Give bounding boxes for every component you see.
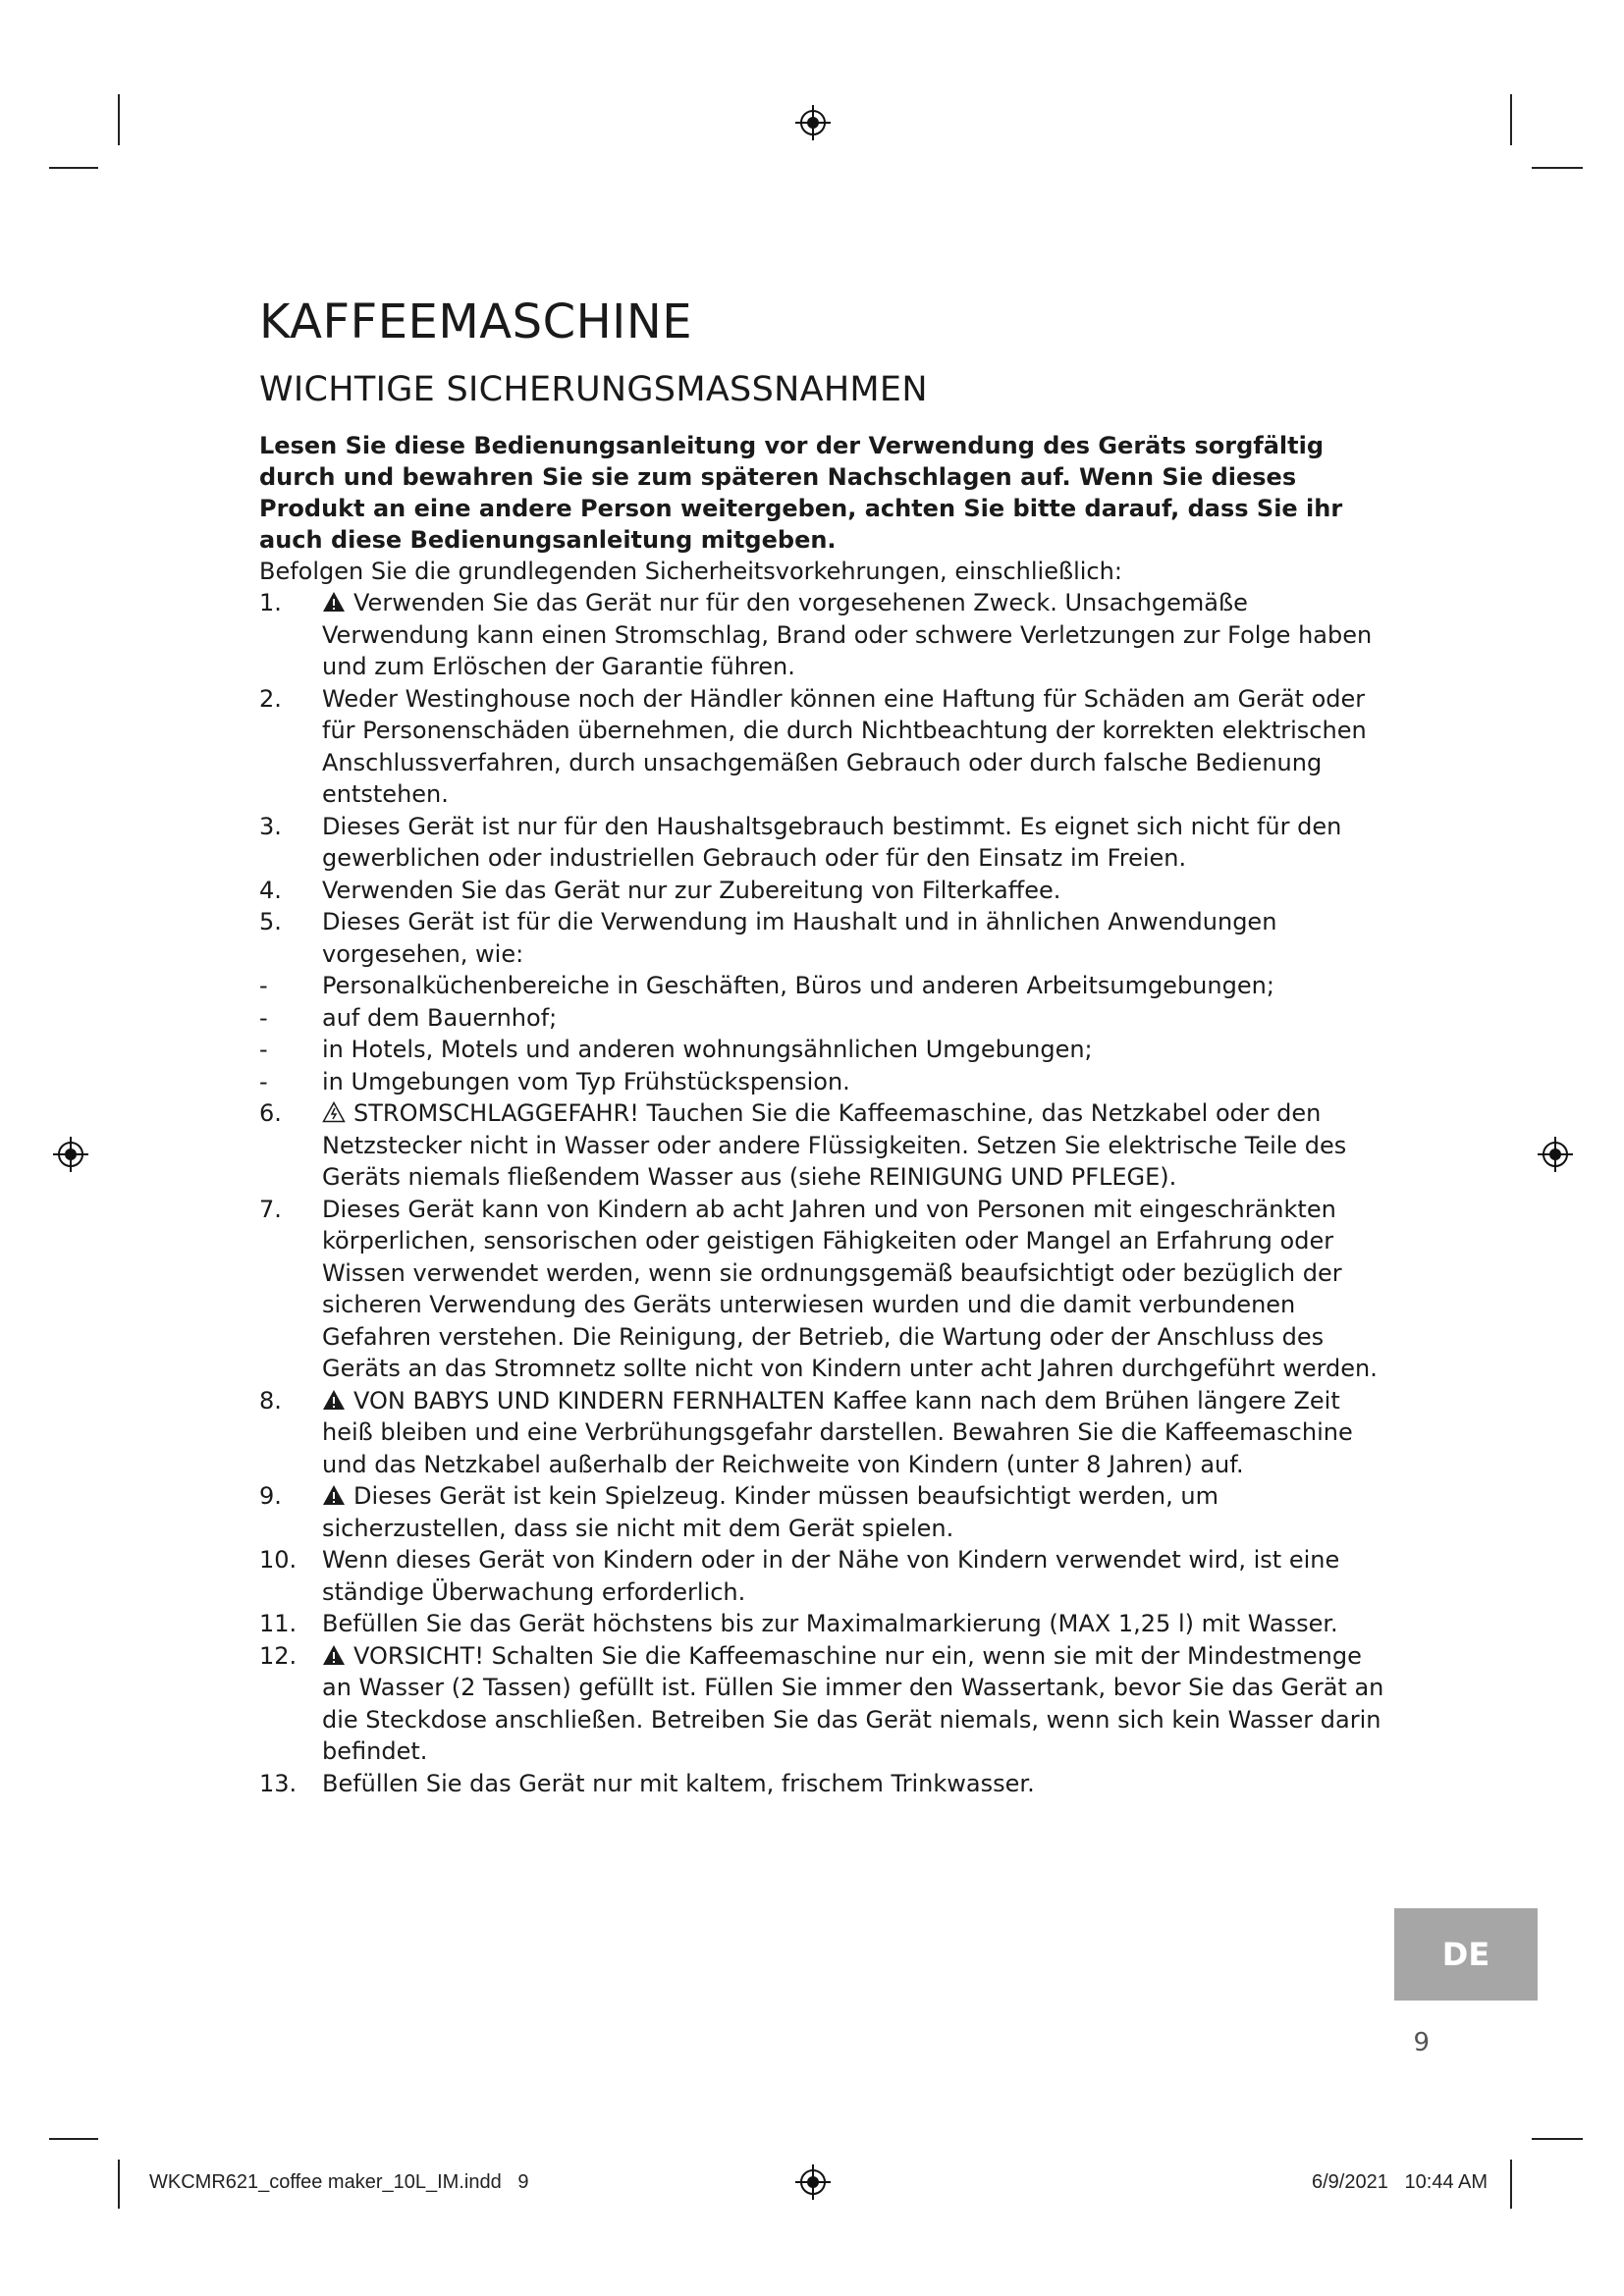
item-number: 4.: [259, 876, 282, 904]
registration-mark-icon: [793, 103, 833, 142]
item-text: STROMSCHLAGGEFAHR! Tauchen Sie die Kaffeemaschine, das Netzkabel oder den Netzstecker nicht in Wasser oder andere Flüssigkeiten. Setzen Sie elektrische Teile des Geräts niemals fließendem Wasser aus (siehe REINIGUNG UND PFLEGE).: [322, 1099, 1347, 1191]
warning-icon: [322, 1484, 346, 1506]
crop-mark: [49, 2138, 98, 2140]
item-number: 7.: [259, 1195, 282, 1223]
list-item: [259, 1640, 1388, 1768]
item-number: 12.: [259, 1641, 298, 1670]
item-text: auf dem Bauernhof;: [322, 1003, 558, 1032]
item-text: Dieses Gerät kann von Kindern ab acht Jahren und von Personen mit eingeschränkten körperlichen, sensorischen oder geistigen Fähigkeiten oder Mangel an Erfahrung oder Wissen verwendet werden, wenn sie ordnungsgemäß beaufsichtigt oder bezüglich der sicheren Verwendung des Geräts unterwiesen wurden und die damit verbundenen Gefahren verstehen. Die Reinigung, der Betrieb, die Wartung oder der Anschluss des Geräts an das Stromnetz sollte nicht von Kindern unter acht Jahren durchgeführt werden.: [322, 1195, 1378, 1382]
footer-file-name: WKCMR621_coffee maker_10L_IM.indd 9: [149, 2171, 529, 2193]
registration-mark-icon: [793, 2163, 833, 2202]
registration-mark-icon: [51, 1135, 90, 1174]
item-number: 10.: [259, 1546, 298, 1574]
crop-mark: [1532, 2138, 1583, 2140]
list-item: [259, 1544, 1388, 1608]
list-item-bullet: [259, 1002, 1388, 1035]
list-item: [259, 906, 1388, 970]
page-content: [259, 291, 1388, 1799]
list-item: [259, 875, 1388, 907]
item-number: 13.: [259, 1769, 298, 1797]
list-item: [259, 1097, 1388, 1194]
item-text: Dieses Gerät ist für die Verwendung im Haushalt und in ähnlichen Anwendungen vorgesehen, wie:: [322, 908, 1277, 968]
list-item-bullet: [259, 1034, 1388, 1066]
item-number: 8.: [259, 1386, 282, 1415]
list-item: [259, 1608, 1388, 1640]
page-number-text: 9: [1413, 2028, 1430, 2057]
language-tab: DE: [1394, 1908, 1538, 2001]
registration-mark-icon: [1536, 1135, 1575, 1174]
bullet-dash: -: [259, 972, 268, 999]
warning-icon: [322, 1644, 346, 1666]
list-item: [259, 587, 1388, 683]
crop-mark: [118, 2160, 120, 2209]
bullet-dash: -: [259, 1067, 268, 1095]
item-text: Befüllen Sie das Gerät höchstens bis zur Maximalmarkierung (MAX 1,25 l) mit Wasser.: [322, 1610, 1338, 1637]
safety-list: [259, 587, 1388, 1799]
item-text: Verwenden Sie das Gerät nur zur Zubereitung von Filterkaffee.: [322, 876, 1061, 904]
item-text: VORSICHT! Schalten Sie die Kaffeemaschine nur ein, wenn sie mit der Mindestmenge an Wasser (2 Tassen) gefüllt ist. Füllen Sie immer den Wassertank, bevor Sie das Gerät an die Steckdose anschließen. Betreiben Sie das Gerät niemals, wenn sich kein Wasser darin befindet.: [322, 1641, 1384, 1765]
item-text: Verwenden Sie das Gerät nur für den vorgesehenen Zweck. Unsachgemäße Verwendung kann einen Stromschlag, Brand oder schwere Verletzungen zur Folge haben und zum Erlöschen der Garantie führen.: [322, 589, 1373, 680]
item-number: 2.: [259, 684, 282, 713]
item-text: Dieses Gerät ist kein Spielzeug. Kinder müssen beaufsichtigt werden, um sicherzustellen, dass sie nicht mit dem Gerät spielen.: [322, 1482, 1218, 1542]
bullet-dash: -: [259, 1003, 268, 1032]
list-item: [259, 1194, 1388, 1385]
item-text: VON BABYS UND KINDERN FERNHALTEN Kaffee kann nach dem Brühen längere Zeit heiß bleiben und eine Verbrühungsgefahr darstellen. Bewahren Sie die Kaffeemaschine und das Netzkabel außerhalb der Reichweite von Kindern (unter 8 Jahren) auf.: [322, 1386, 1353, 1478]
item-number: 9.: [259, 1482, 282, 1510]
item-number: 5.: [259, 908, 282, 935]
item-number: 1.: [259, 589, 282, 616]
item-text: in Hotels, Motels und anderen wohnungsähnlichen Umgebungen;: [322, 1036, 1093, 1063]
crop-mark: [1510, 94, 1512, 145]
list-item-bullet: [259, 1066, 1388, 1098]
item-text: Weder Westinghouse noch der Händler können eine Haftung für Schäden am Gerät oder für Personenschäden übernehmen, die durch Nichtbeachtung der korrekten elektrischen Anschlussverfahren, durch unsachgemäßen Gebrauch oder durch falsche Bedienung entstehen.: [322, 684, 1367, 808]
crop-mark: [49, 167, 98, 169]
list-item: [259, 1385, 1388, 1481]
item-text: Befüllen Sie das Gerät nur mit kaltem, frischem Trinkwasser.: [322, 1769, 1035, 1797]
intro-paragraph: Lesen Sie diese Bedienungsanleitung vor der Verwendung des Geräts sorgfältig durch und bewahren Sie sie zum späteren Nachschlagen auf. Wenn Sie dieses Produkt an eine andere Person weitergeben, achten Sie bitte darauf, dass Sie ihr auch diese Bedienungsanleitung mitgeben.: [259, 432, 1343, 554]
footer-datetime: 6/9/2021 10:44 AM: [1312, 2171, 1489, 2193]
item-text: Wenn dieses Gerät von Kindern oder in der Nähe von Kindern verwendet wird, ist eine ständige Überwachung erforderlich.: [322, 1546, 1340, 1606]
item-number: 11.: [259, 1610, 298, 1637]
list-item-bullet: [259, 970, 1388, 1002]
item-text: Dieses Gerät ist nur für den Haushaltsgebrauch bestimmt. Es eignet sich nicht für den gewerblichen oder industriellen Gebrauch oder für den Einsatz im Freien.: [322, 812, 1342, 872]
item-number: 6.: [259, 1099, 282, 1127]
warning-icon: [322, 591, 346, 613]
preface-text: Befolgen Sie die grundlegenden Sicherheitsvorkehrungen, einschließlich:: [259, 558, 1122, 585]
list-item: [259, 1480, 1388, 1544]
warning-icon: [322, 1389, 346, 1411]
page-title: KAFFEEMASCHINE: [259, 294, 693, 349]
section-title: WICHTIGE SICHERUNGSMASSNAHMEN: [259, 370, 928, 409]
list-item: [259, 1768, 1388, 1800]
item-text: in Umgebungen vom Typ Frühstückspension.: [322, 1067, 850, 1095]
item-number: 3.: [259, 812, 282, 840]
electric-warning-icon: [322, 1101, 346, 1123]
list-item: [259, 683, 1388, 811]
crop-mark: [118, 94, 120, 145]
crop-mark: [1510, 2160, 1512, 2209]
bullet-dash: -: [259, 1036, 268, 1063]
item-text: Personalküchenbereiche in Geschäften, Büros und anderen Arbeitsumgebungen;: [322, 972, 1274, 999]
list-item: [259, 811, 1388, 875]
crop-mark: [1532, 167, 1583, 169]
